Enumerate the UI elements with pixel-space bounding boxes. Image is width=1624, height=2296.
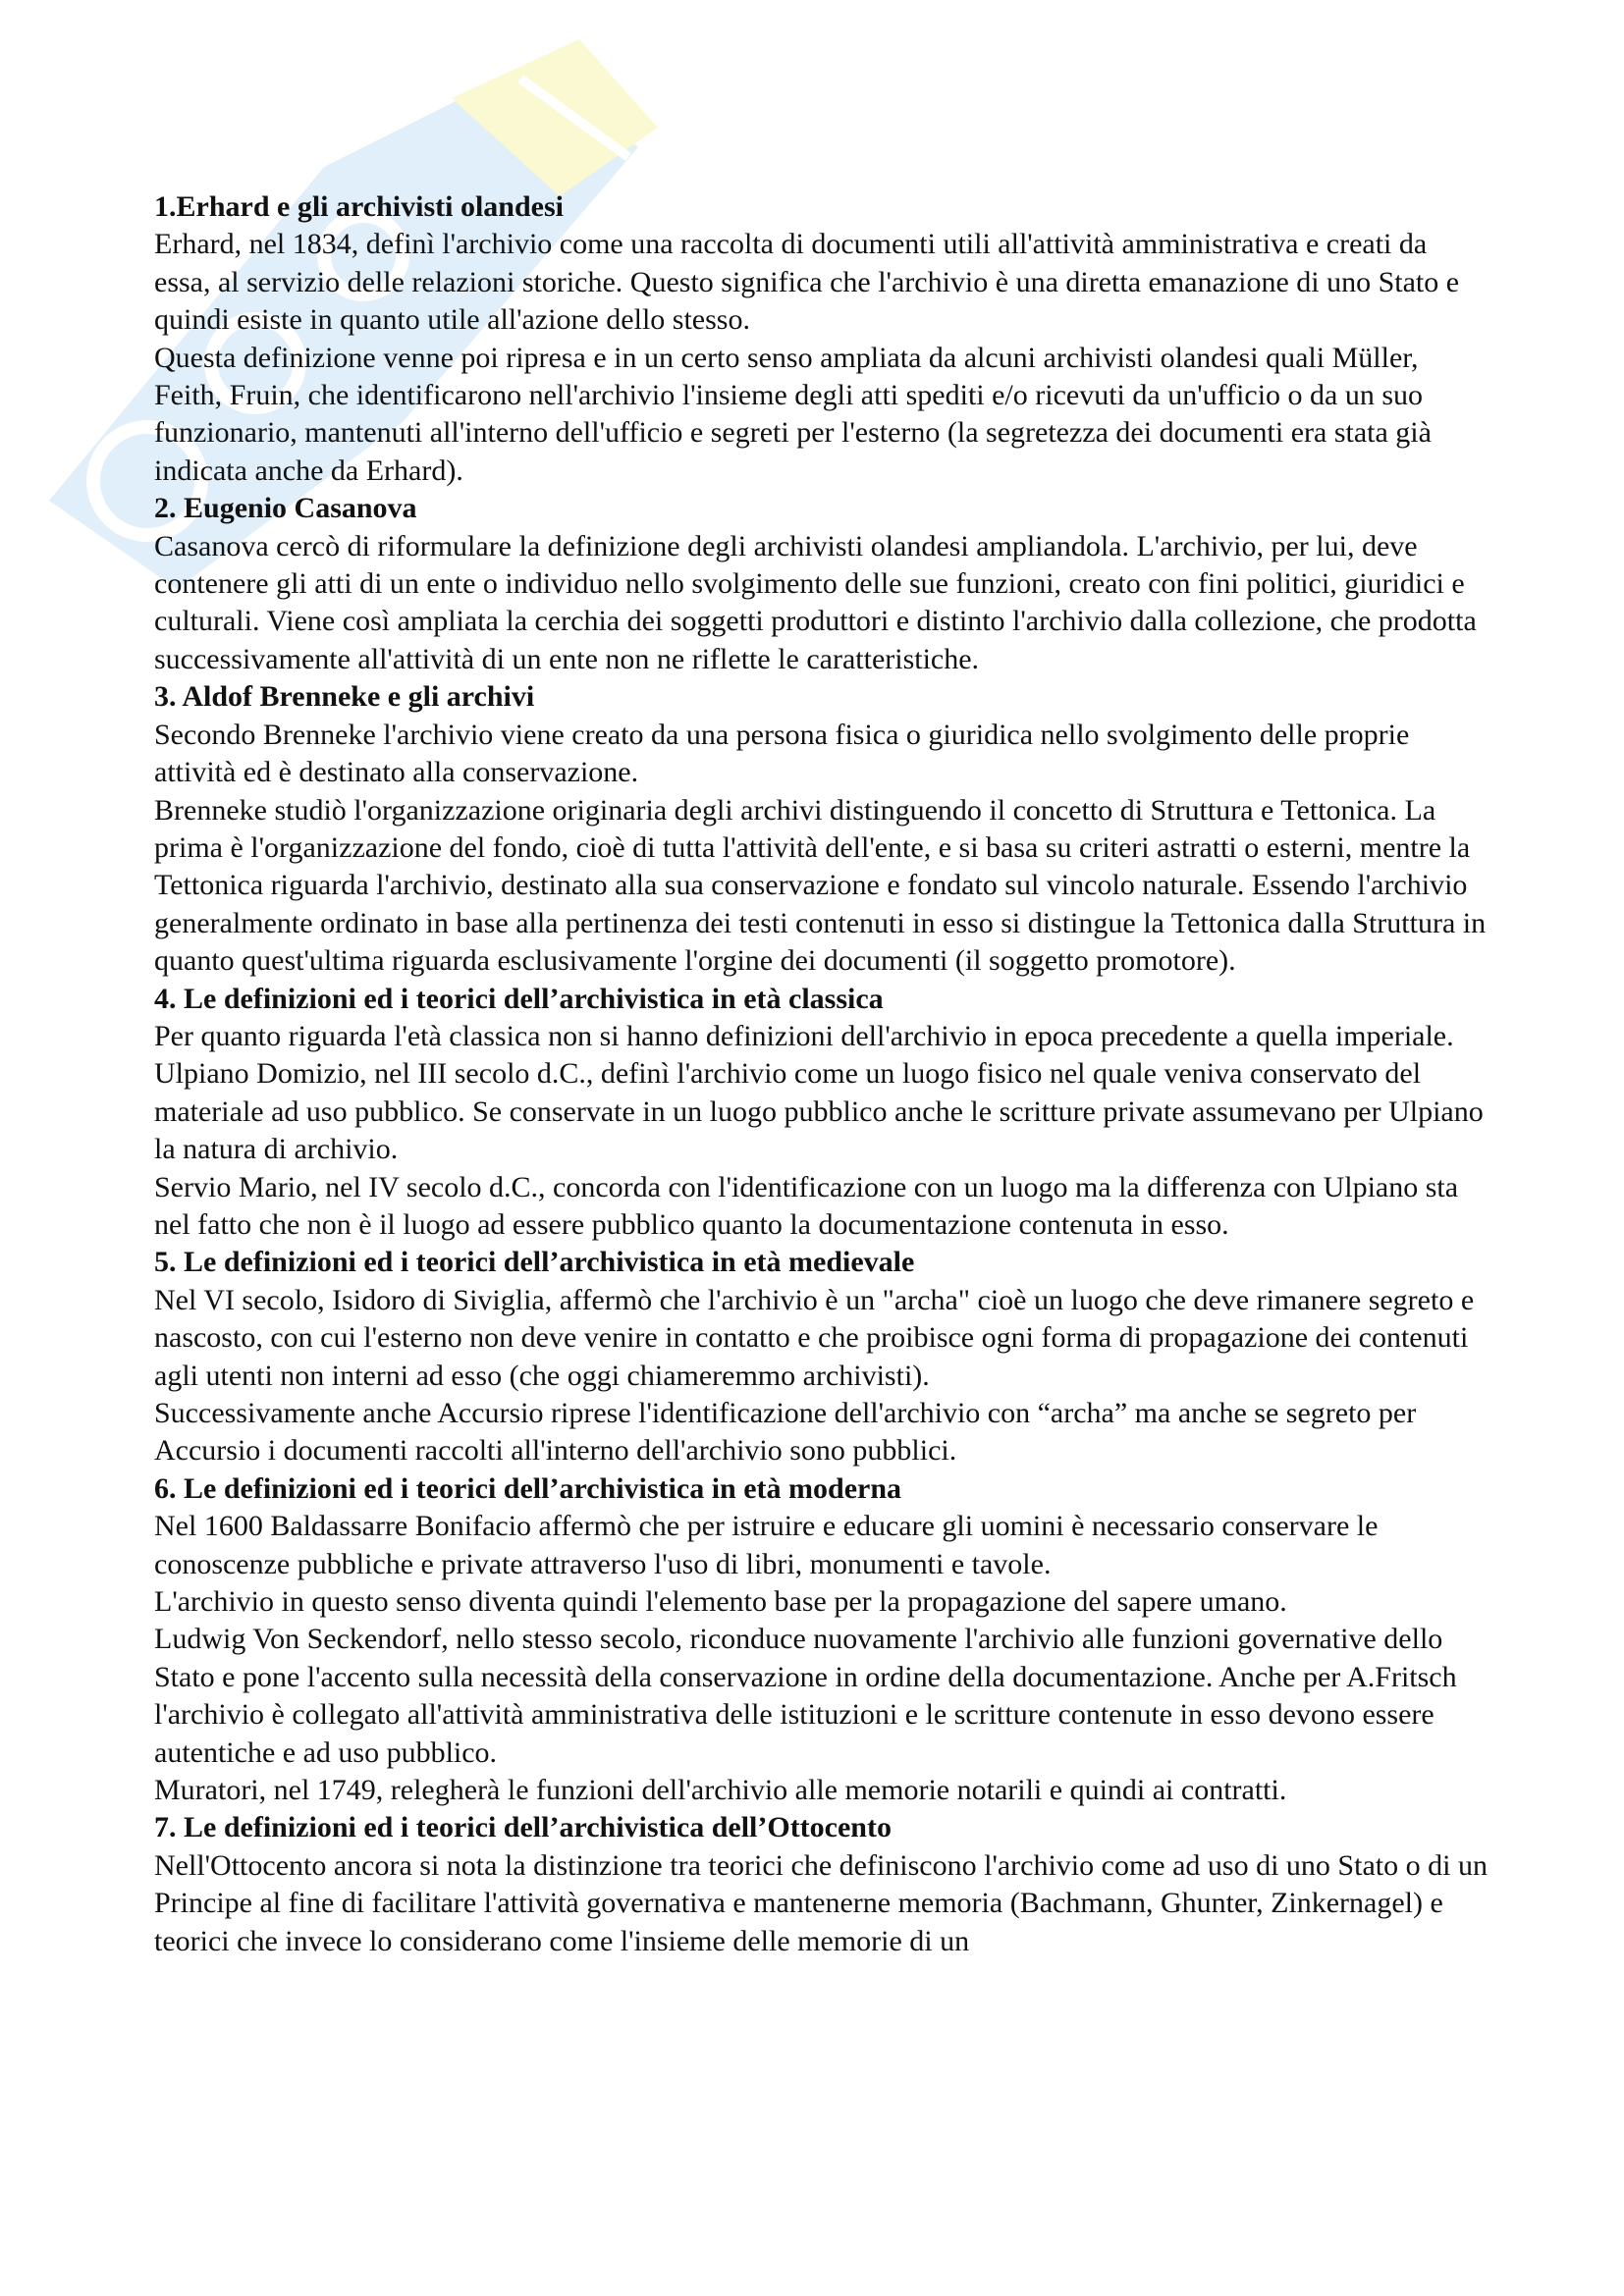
document-body [154,188,1489,1960]
paragraph: Ludwig Von Seckendorf, nello stesso secolo, riconduce nuovamente l'archivio alle funzioni governative dello Stato e pone l'accento sulla necessità della conservazione in ordine della documentazione. Anche per A.Fritsch l'archivio è collegato all'attività amministrativa delle istituzioni e le scritture contenute in esso devono essere autentiche e ad uso pubblico. [154,1623,1457,1769]
paragraph: Servio Mario, nel IV secolo d.C., concorda con l'identificazione con un luogo ma la differenza con Ulpiano sta nel fatto che non è il luogo ad essere pubblico quanto la documentazione contenuta in esso. [154,1170,1459,1241]
section-title: 5. Le definizioni ed i teorici dell’archivistica in età medievale [154,1246,915,1279]
paragraph: Brenneke studiò l'organizzazione originaria degli archivi distinguendo il concetto di Struttura e Tettonica. La prima è l'organizzazione del fondo, cioè di tutta l'attività dell'ente, e si basa su criteri astratti o esterni, mentre la Tettonica riguarda l'archivio, destinato alla sua conservazione e fondato sul vincolo naturale. Essendo l'archivio generalmente ordinato in base alla pertinenza dei testi contenuti in esso si distingue la Tettonica dalla Struttura in quanto quest'ultima riguarda esclusivamente l'orgine dei documenti (il soggetto promotore). [154,793,1487,978]
section-eta-classica [154,981,1489,1245]
section-title: 6. Le definizioni ed i teorici dell’archivistica in età moderna [154,1471,902,1505]
paragraph: Questa definizione venne poi ripresa e in un certo senso ampliata da alcuni archivisti olandesi quali Müller, Feith, Fruin, che identificarono nell'archivio l'insieme degli atti spediti e/o ricevuti da un'ufficio o da un suo funzionario, mantenuti all'interno dell'ufficio e segreti per l'esterno (la segretezza dei documenti era stata già indicata anche da Erhard). [154,341,1432,487]
paragraph: Ulpiano Domizio, nel III secolo d.C., definì l'archivio come un luogo fisico nel quale veniva conservato del materiale ad uso pubblico. Se conservate in un luogo pubblico anche le scritture private assumevano per Ulpiano la natura di archivio. [154,1057,1484,1166]
section-eta-moderna [154,1470,1489,1810]
section-title: 3. Aldof Brenneke e gli archivi [154,680,535,714]
section-erhard [154,188,1489,490]
section-title: 2. Eugenio Casanova [154,492,417,525]
section-eta-medievale [154,1244,1489,1469]
section-title: 1.Erhard e gli archivisti olandesi [154,190,564,223]
section-casanova [154,490,1489,678]
paragraph: L'archivio in questo senso diventa quindi l'elemento base per la propagazione del sapere umano. [154,1585,1287,1619]
paragraph: Per quanto riguarda l'età classica non si hanno definizioni dell'archivio in epoca precedente a quella imperiale. [154,1019,1454,1052]
watermark-highlight-line [520,79,628,157]
paragraph: Muratori, nel 1749, relegherà le funzioni dell'archivio alle memorie notarili e quindi ai contratti. [154,1774,1287,1807]
paragraph: Successivamente anche Accursio riprese l'identificazione dell'archivio con “archa” ma anche se segreto per Accursio i documenti raccolti all'interno dell'archivio sono pubblici. [154,1397,1417,1468]
paragraph: Erhard, nel 1834, definì l'archivio come una raccolta di documenti utili all'attività amministrativa e creati da essa, al servizio delle relazioni storiche. Questo significa che l'archivio è una diretta emanazione di uno Stato e quindi esiste in quanto utile all'azione dello stesso. [154,228,1460,337]
watermark-yellow-shape [452,39,658,196]
paragraph: Nel 1600 Baldassarre Bonifacio affermò che per istruire e educare gli uomini è necessario conservare le conoscenze pubbliche e private attraverso l'uso di libri, monumenti e tavole. [154,1510,1379,1580]
section-ottocento [154,1809,1489,1960]
section-brenneke [154,678,1489,980]
section-title: 7. Le definizioni ed i teorici dell’archivistica dell’Ottocento [154,1811,892,1844]
paragraph: Secondo Brenneke l'archivio viene creato da una persona fisica o giuridica nello svolgimento delle proprie attività ed è destinato alla conservazione. [154,718,1410,789]
paragraph: Nel VI secolo, Isidoro di Siviglia, affermò che l'archivio è un "archa" cioè un luogo che deve rimanere segreto e nascosto, con cui l'esterno non deve venire in contatto e che proibisce ogni forma di propagazione dei contenuti agli utenti non interni ad esso (che oggi chiameremmo archivisti). [154,1283,1475,1392]
section-title: 4. Le definizioni ed i teorici dell’archivistica in età classica [154,982,884,1015]
paragraph: Nell'Ottocento ancora si nota la distinzione tra teorici che definiscono l'archivio come ad uso di uno Stato o di un Principe al fine di facilitare l'attività governativa e mantenerne memoria (Bachmann, Ghunter, Zinkernagel) e teorici che invece lo considerano come l'insieme delle memorie di un [154,1848,1488,1957]
paragraph: Casanova cercò di riformulare la definizione degli archivisti olandesi ampliandola. L'archivio, per lui, deve contenere gli atti di un ente o individuo nello svolgimento delle sue funzioni, creato con fini politici, giuridici e culturali. Viene così ampliata la cerchia dei soggetti produttori e distinto l'archivio dalla collezione, che prodotta successivamente all'attività di un ente non ne riflette le caratteristiche. [154,529,1477,675]
